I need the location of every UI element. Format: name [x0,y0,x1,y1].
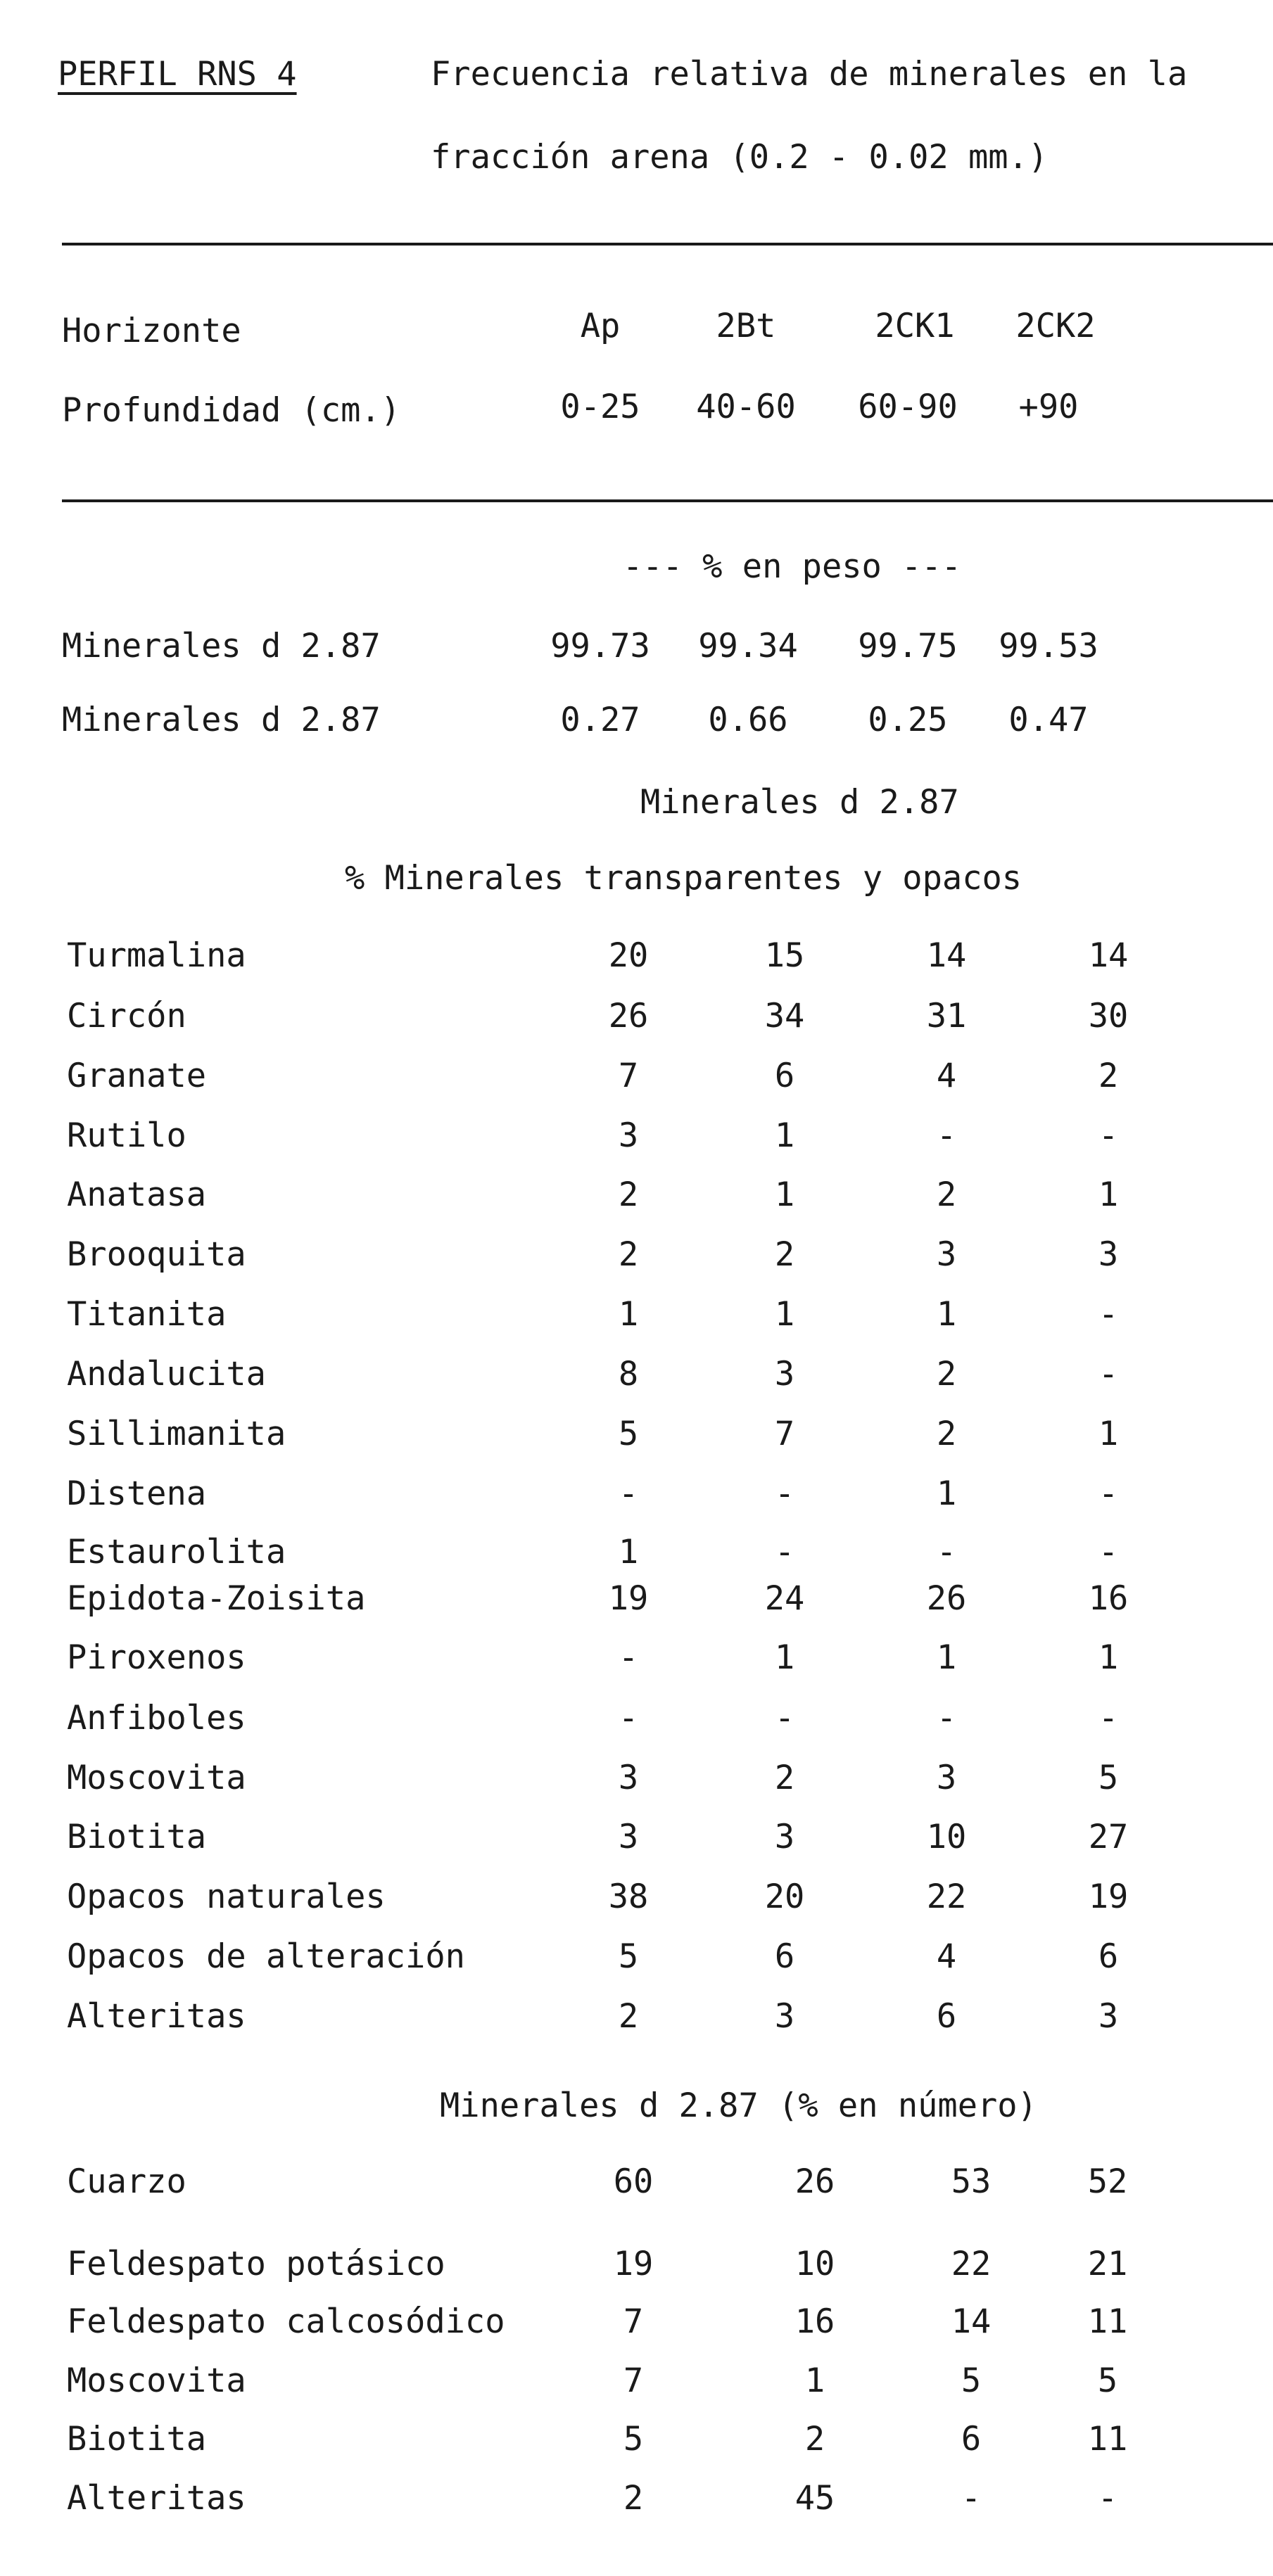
row-value: 99.75 [858,627,958,665]
middle-rule [62,499,1273,502]
horizon-2: 2Bt [716,307,776,345]
row-value: 3 [774,1997,795,2036]
row-value: 6 [774,1937,795,1976]
row-value: 22 [951,2245,992,2283]
row-value: 7 [618,1057,639,1095]
light-heading: Minerales d 2.87 (% en número) [440,2086,1037,2125]
row-value: 1 [1098,1175,1119,1214]
row-value: 1 [1098,1638,1119,1677]
row-name: Minerales d 2.87 [62,627,381,665]
row-value: 0.66 [708,701,788,739]
row-value: 99.53 [999,627,1098,665]
row-name: Anatasa [67,1175,207,1214]
row-value: 1 [774,1116,795,1155]
row-value: 2 [618,1175,639,1214]
row-value: 45 [794,2479,835,2518]
row-value: 5 [1098,1759,1119,1797]
row-name: Alteritas [67,2479,246,2518]
row-value: 26 [608,997,649,1035]
row-value: 10 [926,1818,967,1856]
row-name: Titanita [67,1295,227,1334]
row-value: 7 [774,1415,795,1453]
row-value: 3 [1098,1235,1119,1274]
row-value: 2 [936,1415,957,1453]
heavy-heading-2: % Minerales transparentes y opacos [345,859,1022,898]
horizonte-label: Horizonte [62,312,241,350]
horizon-3: 2CK1 [875,307,955,345]
row-name: Andalucita [67,1355,266,1394]
row-value: - [1098,1533,1119,1571]
row-value: 11 [1087,2302,1128,2341]
row-name: Estaurolita [67,1533,286,1571]
row-value: 16 [794,2302,835,2341]
row-value: - [774,1533,795,1571]
profundidad-label: Profundidad (cm.) [62,391,401,430]
top-rule [62,243,1273,246]
row-value: 21 [1087,2245,1128,2283]
row-value: - [961,2479,982,2518]
row-value: - [618,1474,639,1513]
row-value: 1 [774,1638,795,1677]
row-value: 99.34 [698,627,798,665]
row-value: 52 [1087,2162,1128,2201]
row-value: 19 [608,1579,649,1618]
row-value: 10 [794,2245,835,2283]
row-value: 3 [1098,1997,1119,2036]
row-value: 7 [623,2302,644,2341]
row-value: - [618,1638,639,1677]
row-value: 3 [618,1116,639,1155]
row-value: 15 [764,936,805,975]
row-name: Alteritas [67,1997,246,2036]
row-value: 3 [618,1818,639,1856]
row-value: 2 [936,1355,957,1394]
row-name: Biotita [67,2420,207,2459]
row-value: - [1098,1355,1119,1394]
row-value: 2 [618,1997,639,2036]
row-value: 1 [618,1295,639,1334]
heavy-heading-1: Minerales d 2.87 [640,783,959,822]
row-value: 19 [613,2245,654,2283]
row-value: 27 [1088,1818,1129,1856]
row-name: Feldespato potásico [67,2245,445,2283]
row-value: 0.27 [560,701,640,739]
row-name: Brooquita [67,1235,246,1274]
row-value: 3 [618,1759,639,1797]
row-value: 26 [926,1579,967,1618]
perfil-label: PERFIL RNS 4 [58,55,297,94]
row-name: Sillimanita [67,1415,286,1453]
row-value: 5 [618,1937,639,1976]
row-name: Turmalina [67,936,246,975]
row-value: 14 [1088,936,1129,975]
row-value: 2 [623,2479,644,2518]
row-value: 1 [774,1295,795,1334]
row-name: Moscovita [67,1759,246,1797]
row-value: - [936,1699,957,1737]
row-value: - [936,1116,957,1155]
row-value: 3 [774,1818,795,1856]
row-value: - [774,1474,795,1513]
row-value: 20 [764,1877,805,1916]
horizon-1: Ap [580,307,621,345]
row-name: Biotita [67,1818,207,1856]
row-value: 8 [618,1355,639,1394]
row-value: 24 [764,1579,805,1618]
row-name: Opacos de alteración [67,1937,465,1976]
row-name: Distena [67,1474,207,1513]
row-value: 14 [951,2302,992,2341]
row-name: Opacos naturales [67,1877,386,1916]
row-value: - [774,1699,795,1737]
row-value: 5 [961,2361,982,2400]
row-value: 1 [618,1533,639,1571]
row-value: 0.25 [868,701,948,739]
row-value: - [618,1699,639,1737]
row-value: 3 [936,1235,957,1274]
row-value: 6 [961,2420,982,2459]
row-value: 34 [764,997,805,1035]
row-value: 26 [794,2162,835,2201]
row-value: 4 [936,1057,957,1095]
row-value: 1 [936,1295,957,1334]
row-value: 19 [1088,1877,1129,1916]
row-value: 99.73 [550,627,650,665]
row-value: 2 [774,1759,795,1797]
row-value: 2 [936,1175,957,1214]
row-value: 14 [926,936,967,975]
row-value: - [1098,1699,1119,1737]
row-value: 38 [608,1877,649,1916]
row-value: 2 [804,2420,825,2459]
row-value: - [936,1533,957,1571]
row-value: 5 [618,1415,639,1453]
row-value: 6 [1098,1937,1119,1976]
row-name: Granate [67,1057,207,1095]
row-value: 6 [936,1997,957,2036]
row-value: 11 [1087,2420,1128,2459]
row-value: 6 [774,1057,795,1095]
row-value: 5 [1097,2361,1118,2400]
row-value: 53 [951,2162,992,2201]
row-name: Anfiboles [67,1699,246,1737]
horizon-4: 2CK2 [1015,307,1096,345]
row-value: 3 [936,1759,957,1797]
row-value: 3 [774,1355,795,1394]
row-value: 20 [608,936,649,975]
row-value: 2 [1098,1057,1119,1095]
row-name: Circón [67,997,186,1035]
title-line-2: fracción arena (0.2 - 0.02 mm.) [431,138,1049,177]
depth-4: +90 [1018,388,1079,426]
row-value: 1 [936,1474,957,1513]
row-value: 30 [1088,997,1129,1035]
row-value: 2 [774,1235,795,1274]
row-value: 2 [618,1235,639,1274]
row-value: 1 [804,2361,825,2400]
row-value: 1 [1098,1415,1119,1453]
row-value: 16 [1088,1579,1129,1618]
row-value: 1 [936,1638,957,1677]
row-name: Rutilo [67,1116,186,1155]
depth-2: 40-60 [696,388,796,426]
row-name: Minerales d 2.87 [62,701,381,739]
row-value: 4 [936,1937,957,1976]
peso-heading: --- % en peso --- [623,547,962,586]
row-value: 60 [613,2162,654,2201]
row-value: - [1098,1116,1119,1155]
depth-3: 60-90 [858,388,958,426]
row-value: 22 [926,1877,967,1916]
row-value: 5 [623,2420,644,2459]
depth-1: 0-25 [560,388,640,426]
row-value: 1 [774,1175,795,1214]
row-name: Cuarzo [67,2162,186,2201]
row-name: Moscovita [67,2361,246,2400]
row-value: 7 [623,2361,644,2400]
row-value: 31 [926,997,967,1035]
row-name: Piroxenos [67,1638,246,1677]
row-value: - [1097,2479,1118,2518]
row-value: 0.47 [1008,701,1089,739]
row-name: Epidota-Zoisita [67,1579,366,1618]
row-value: - [1098,1295,1119,1334]
title-line-1: Frecuencia relativa de minerales en la [431,55,1188,94]
row-name: Feldespato calcosódico [67,2302,505,2341]
row-value: - [1098,1474,1119,1513]
